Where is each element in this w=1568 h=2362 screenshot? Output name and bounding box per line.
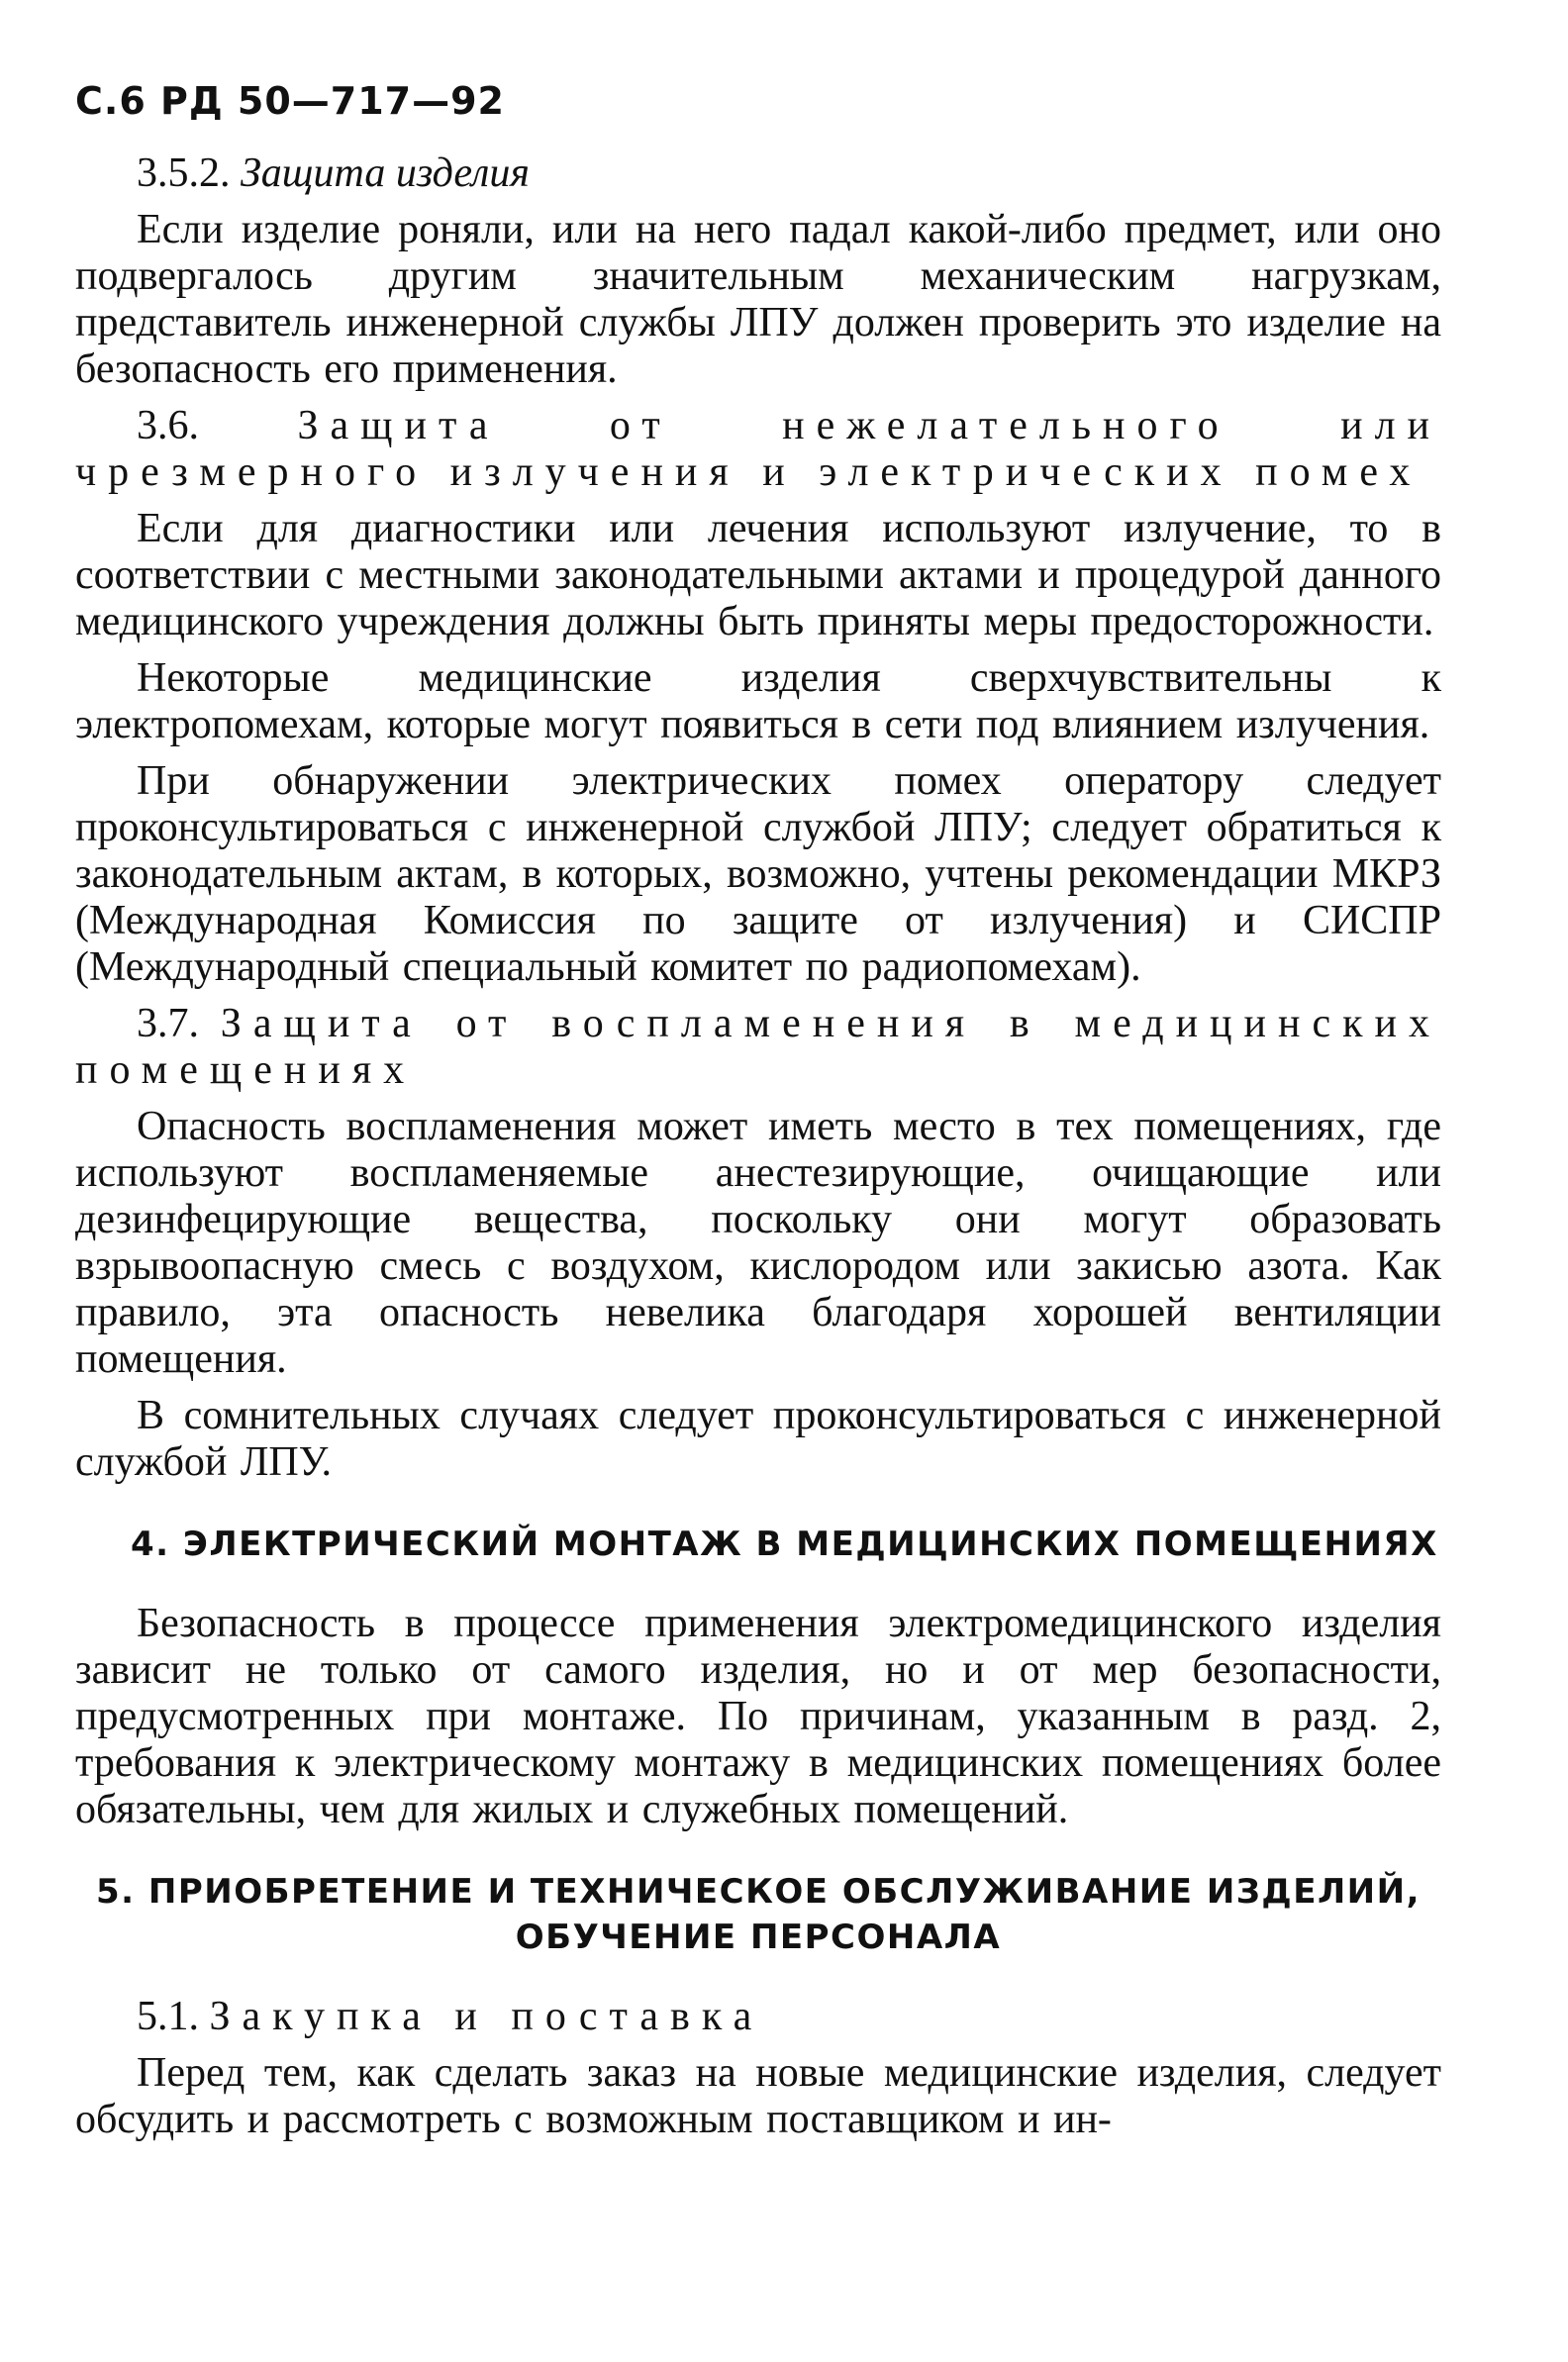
section-title-line: 5. ПРИОБРЕТЕНИЕ И ТЕХНИЧЕСКОЕ ОБСЛУЖИВАНИЕ ИЗДЕЛИЙ, [95,1872,1421,1912]
subsection-number: 3.6. [137,403,199,448]
paragraph: Опасность воспламенения может иметь место в тех помещениях, где используют воспламеняемые анестезирующие, очищающие или дезинфецирующие вещества, поскольку они могут образовать взрывоопасную смесь с воздухом, кислородом или закисью азота. Как правило, эта опасность невелика благодаря хорошей вентиляции помещения. [75,1104,1441,1382]
paragraph: Если для диагностики или лечения используют излучение, то в соответствии с местными законодательными актами и процедурой данного медицинского учреждения должны быть приняты меры предосторожности. [75,506,1441,644]
paragraph: При обнаружении электрических помех оператору следует проконсультироваться с инженерной службой ЛПУ; следует обратиться к законодательным актам, в которых, возможно, учтены рекомендации МКРЗ (Международная Комиссия по защите от излучения) и СИСПР (Международный специальный комитет по радиопомехам). [75,758,1441,990]
subsection-title: Защита от нежелательного или чрезмерного излучения и электрических помех [75,403,1442,495]
section-title-5 [75,1869,1441,1960]
subsection-title: Защита изделия [241,150,530,196]
subsection-title: Защита от воспламенения в медицинских помещениях [75,1001,1441,1093]
paragraph: Безопасность в процессе применения электромедицинского изделия зависит не только от самого изделия, но и от мер безопасности, предусмотренных при монтаже. По причинам, указанным в разд. 2, требования к электрическому монтажу в медицинских помещениях более обязательны, чем для жилых и служебных помещений. [75,1601,1441,1832]
subsection-heading-3-7 [75,1001,1441,1094]
subsection-heading-3-6 [75,403,1441,496]
paragraph: Перед тем, как сделать заказ на новые медицинские изделия, следует обсудить и рассмотреть с возможным поставщиком и ин- [75,2050,1441,2142]
paragraph: Если изделие роняли, или на него падал какой-либо предмет, или оно подвергалось другим значительным механическим нагрузкам, представитель инженерной службы ЛПУ должен проверить это изделие на безопасность его применения. [75,207,1441,392]
paragraph: Некоторые медицинские изделия сверхчувствительны к электропомехам, которые могут появиться в сети под влиянием излучения. [75,655,1441,747]
subsection-heading-5-1 [75,1994,1441,2040]
subsection-number: 5.1. [137,1994,199,2039]
section-title-line: ОБУЧЕНИЕ ПЕРСОНАЛА [515,1918,1002,1957]
subsection-number: 3.5.2. [137,150,231,196]
document-page [75,79,1441,2153]
subsection-title: Закупка и поставка [209,1994,764,2039]
section-title-4: 4. ЭЛЕКТРИЧЕСКИЙ МОНТАЖ В МЕДИЦИНСКИХ ПОМЕЩЕНИЯХ [131,1525,1438,1564]
paragraph: В сомнительных случаях следует проконсультироваться с инженерной службой ЛПУ. [75,1393,1441,1485]
subsection-heading-3-5-2 [75,150,1441,197]
running-head: С.6 РД 50—717—92 [75,79,505,123]
subsection-number: 3.7. [137,1001,199,1046]
